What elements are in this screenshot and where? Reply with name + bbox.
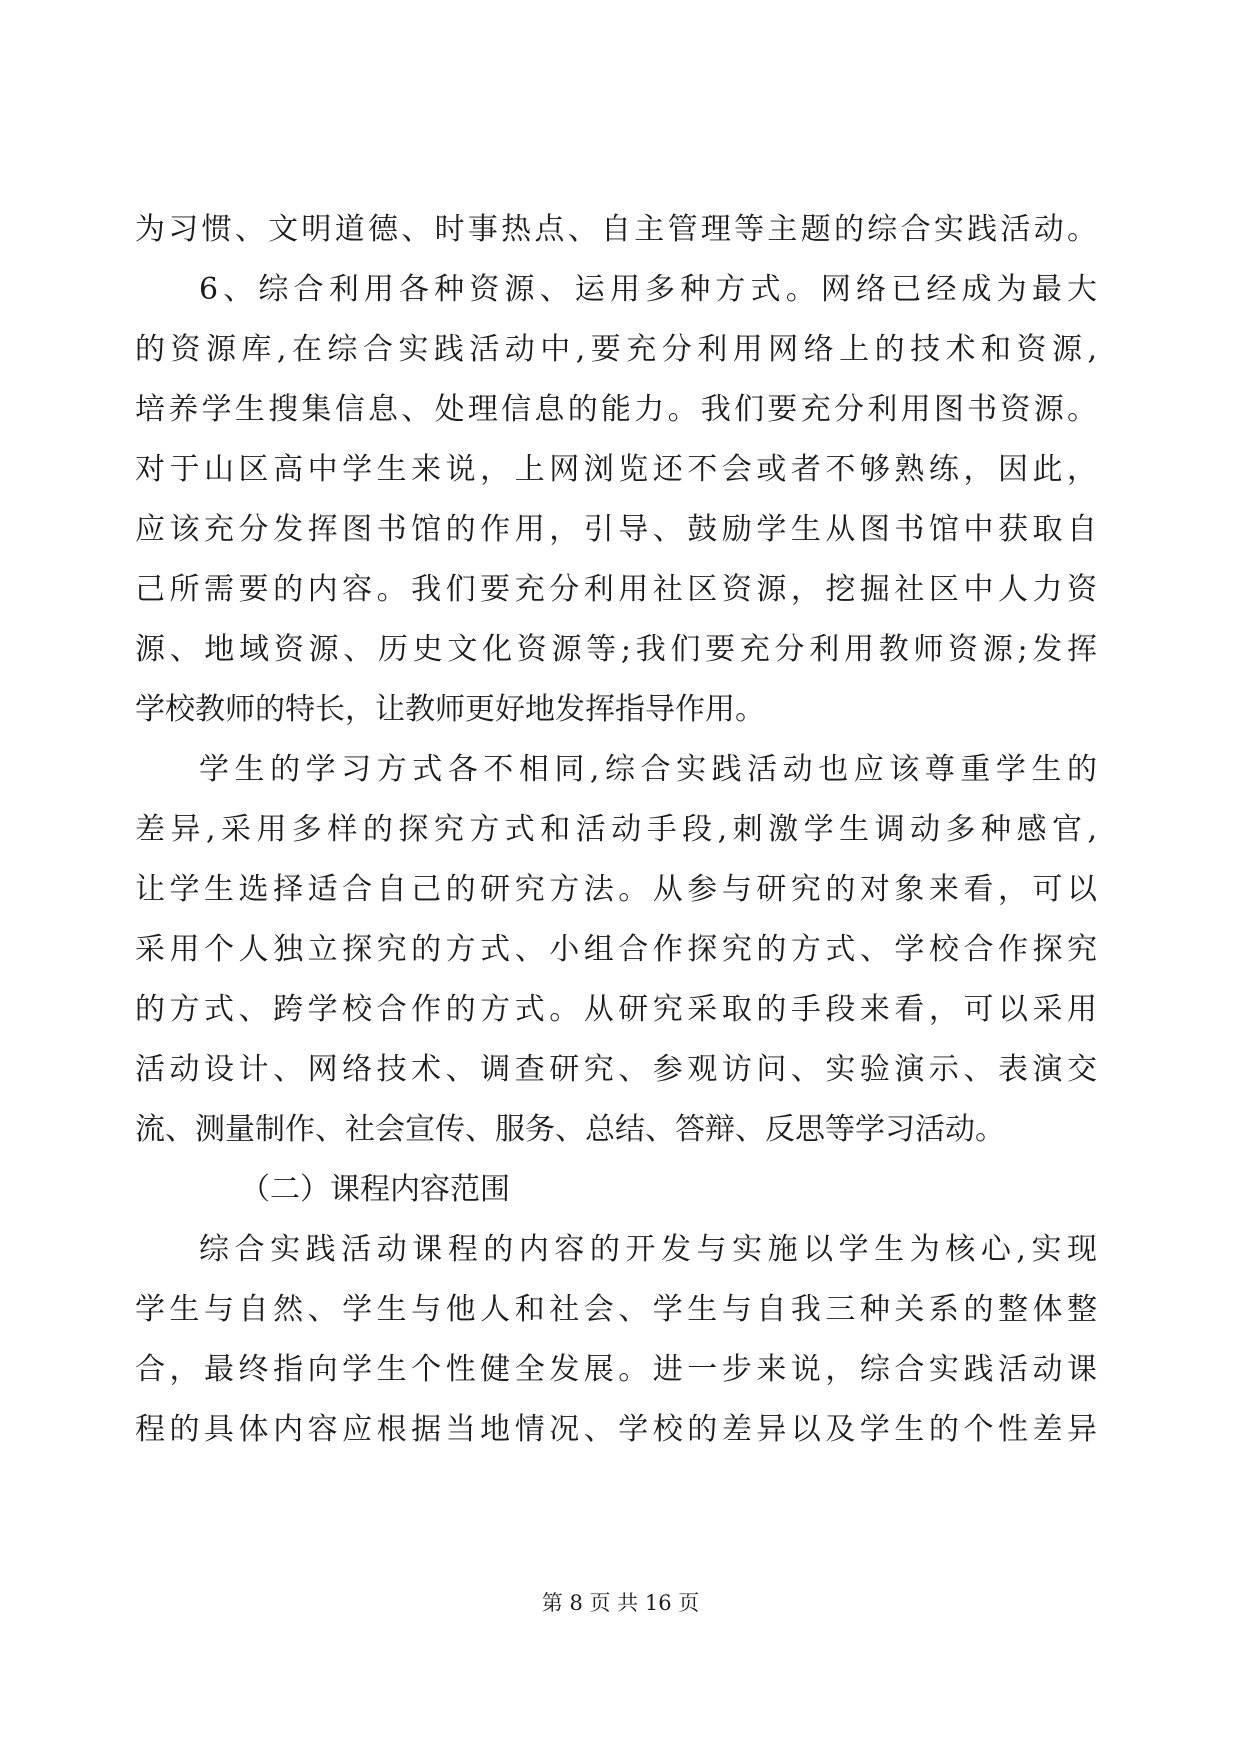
text-line: 的方式、跨学校合作的方式。从研究采取的手段来看，可以采用 [135,992,1097,1027]
text-line: 差异,采用多样的探究方式和活动手段,刺激学生调动多种感官, [135,812,1097,847]
text-line: 学校教师的特长，让教师更好地发挥指导作用。 [135,692,765,727]
text-line: 学生的学习方式各不相同,综合实践活动也应该尊重学生的 [199,752,1097,787]
text-line: 采用个人独立探究的方式、小组合作探究的方式、学校合作探究 [135,932,1097,967]
text-line: 对于山区高中学生来说，上网浏览还不会或者不够熟练，因此， [135,452,1097,487]
text-line: 综合实践活动课程的内容的开发与实施以学生为核心,实现 [199,1232,1097,1267]
section-heading: （二）课程内容范围 [240,1172,510,1207]
text-line: 流、测量制作、社会宣传、服务、总结、答辩、反思等学习活动。 [135,1112,1005,1147]
text-line: 合，最终指向学生个性健全发展。进一步来说，综合实践活动课 [135,1352,1097,1387]
text-line: 学生与自然、学生与他人和社会、学生与自我三种关系的整体整 [135,1292,1097,1327]
page-number-footer: 第 8 页 共 16 页 [541,1591,700,1615]
body-text [135,200,1097,1460]
text-line: 的资源库,在综合实践活动中,要充分利用网络上的技术和资源, [135,332,1097,367]
text-line: 6、综合利用各种资源、运用多种方式。网络已经成为最大 [199,272,1097,307]
text-line: 程的具体内容应根据当地情况、学校的差异以及学生的个性差异 [135,1412,1097,1447]
text-line: 为习惯、文明道德、时事热点、自主管理等主题的综合实践活动。 [135,212,1097,247]
text-line: 让学生选择适合自己的研究方法。从参与研究的对象来看，可以 [135,872,1097,907]
text-line: 己所需要的内容。我们要充分利用社区资源，挖掘社区中人力资 [135,572,1097,607]
text-line: 活动设计、网络技术、调查研究、参观访问、实验演示、表演交 [135,1052,1097,1087]
text-line: 培养学生搜集信息、处理信息的能力。我们要充分利用图书资源。 [135,392,1097,427]
text-line: 源、地域资源、历史文化资源等;我们要充分利用教师资源;发挥 [135,632,1097,667]
text-line: 应该充分发挥图书馆的作用，引导、鼓励学生从图书馆中获取自 [135,512,1097,547]
